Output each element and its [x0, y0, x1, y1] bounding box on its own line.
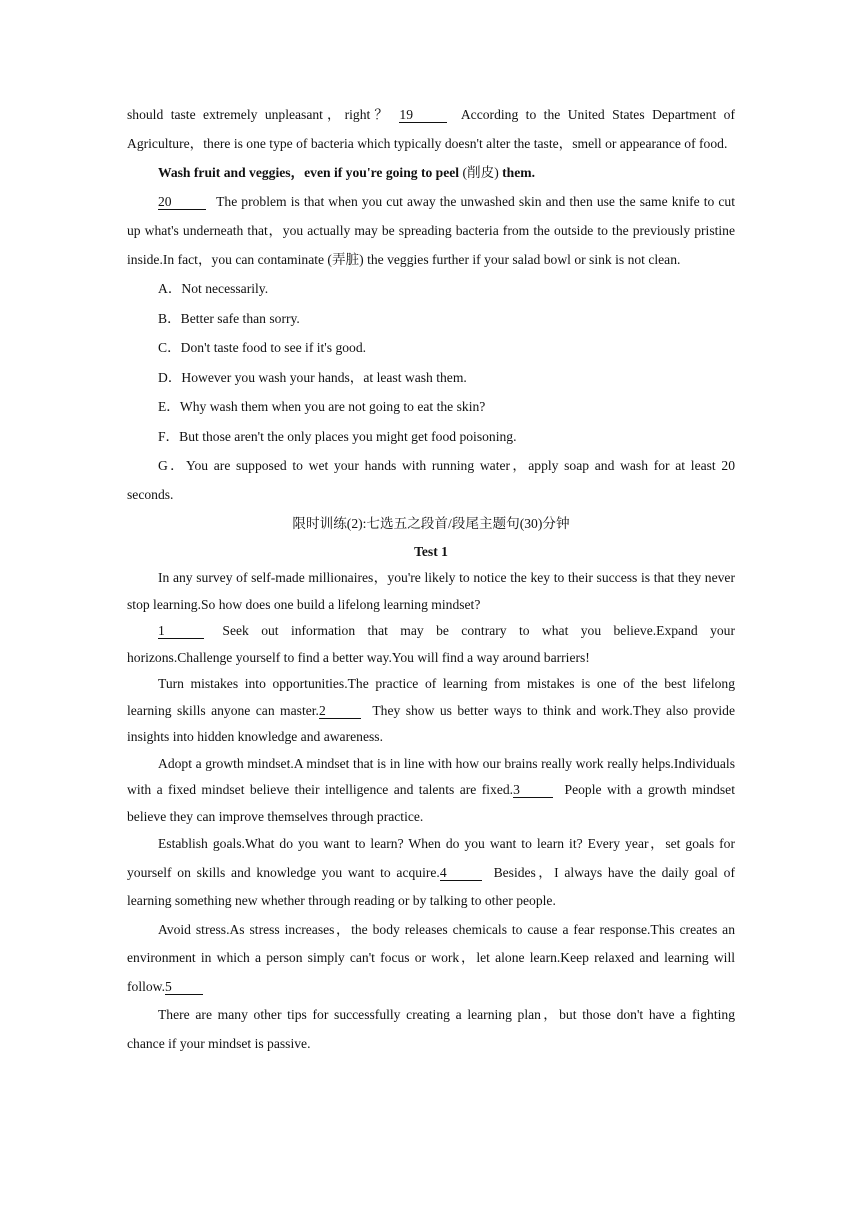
answer-blank-3: 3	[513, 782, 553, 798]
text: Avoid stress.As stress increases，the body releases chemicals to cause a fear response.This creates an environment in which a person simply can't focus or work，let alone learn.Keep relaxed and learning will follow.	[127, 921, 735, 994]
paragraph-q3	[127, 751, 735, 831]
answer-blank-2: 2	[319, 703, 361, 719]
option-c: C．Don't taste food to see if it's good.	[158, 340, 367, 355]
paragraph-q19	[127, 100, 735, 158]
text: The problem is that when you cut away the unwashed skin and then use the same knife to cut up what's underneath that，you actually may be spreading bacteria from the outside to the previously pristine inside.In fact，you can contaminate (弄脏) the veggies further if your salad bowl or sink is not clean.	[127, 194, 735, 267]
option-a: A．Not necessarily.	[158, 281, 269, 296]
paragraph-q2	[127, 671, 735, 751]
text: Turn mistakes into opportunities.The practice of learning from mistakes is one of the best lifelong learning skills anyone can master.	[127, 676, 735, 718]
answer-blank-1: 1	[158, 623, 204, 639]
answer-blank-5: 5	[165, 979, 203, 995]
heading-bold-text: Wash fruit and veggies，even if you're going to peel	[158, 165, 460, 180]
section-title: 限时训练(2):七选五之段首/段尾主题句(30)分钟	[292, 516, 570, 531]
text: Establish goals.What do you want to learn? When do you want to learn it? Every year，set goals for yourself on skills and knowledge you want to acquire.	[127, 836, 735, 880]
option-b: B．Better safe than sorry.	[158, 310, 300, 326]
paragraph-q5	[127, 916, 735, 1002]
option-f: F．But those aren't the only places you might get food poisoning.	[158, 428, 517, 444]
option-e: E．Why wash them when you are not going to eat the skin?	[158, 399, 486, 414]
test-title: Test 1	[414, 544, 448, 559]
heading-gloss: (削皮)	[462, 165, 499, 180]
option-g: G．You are supposed to wet your hands with running water，apply soap and wash for at least 20 seconds.	[127, 458, 735, 502]
document-page	[127, 100, 735, 1058]
paragraph-intro: In any survey of self-made millionaires，you're likely to notice the key to their success is that they never stop learning.So how does one build a lifelong learning mindset?	[127, 570, 735, 612]
text: They show us better ways to think and work.They also provide insights into hidden knowledge and awareness.	[127, 702, 735, 744]
answer-blank-20: 20	[158, 194, 206, 210]
text: According to the United States Department of Agriculture，there is one type of bacteria which typically doesn't alter the taste，smell or appearance of food.	[127, 107, 735, 151]
text: People with a growth mindset believe they can improve themselves through practice.	[127, 782, 735, 824]
answer-blank-4: 4	[440, 865, 482, 881]
text: Besides，I always have the daily goal of learning something new whether through reading or by talking to other people.	[127, 864, 735, 908]
answer-blank-19: 19	[399, 107, 447, 123]
text: should taste extremely unpleasant，right？	[127, 107, 392, 122]
option-d: D．However you wash your hands，at least wash them.	[158, 369, 467, 385]
paragraph-q1	[127, 618, 735, 671]
text: Adopt a growth mindset.A mindset that is in line with how our brains really work really helps.Individuals with a fixed mindset believe their intelligence and talents are fixed.	[127, 755, 735, 797]
subheading-wash-fruit	[127, 158, 735, 187]
heading-bold-text: them.	[502, 165, 535, 180]
paragraph-q20	[127, 187, 735, 274]
paragraph-q4	[127, 830, 735, 916]
text: Seek out information that may be contrary to what you believe.Expand your horizons.Challenge yourself to find a better way.You will find a way around barriers!	[127, 623, 735, 665]
options-list	[127, 274, 735, 509]
paragraph-closing: There are many other tips for successfully creating a learning plan，but those don't have a fighting chance if your mindset is passive.	[127, 1007, 735, 1051]
